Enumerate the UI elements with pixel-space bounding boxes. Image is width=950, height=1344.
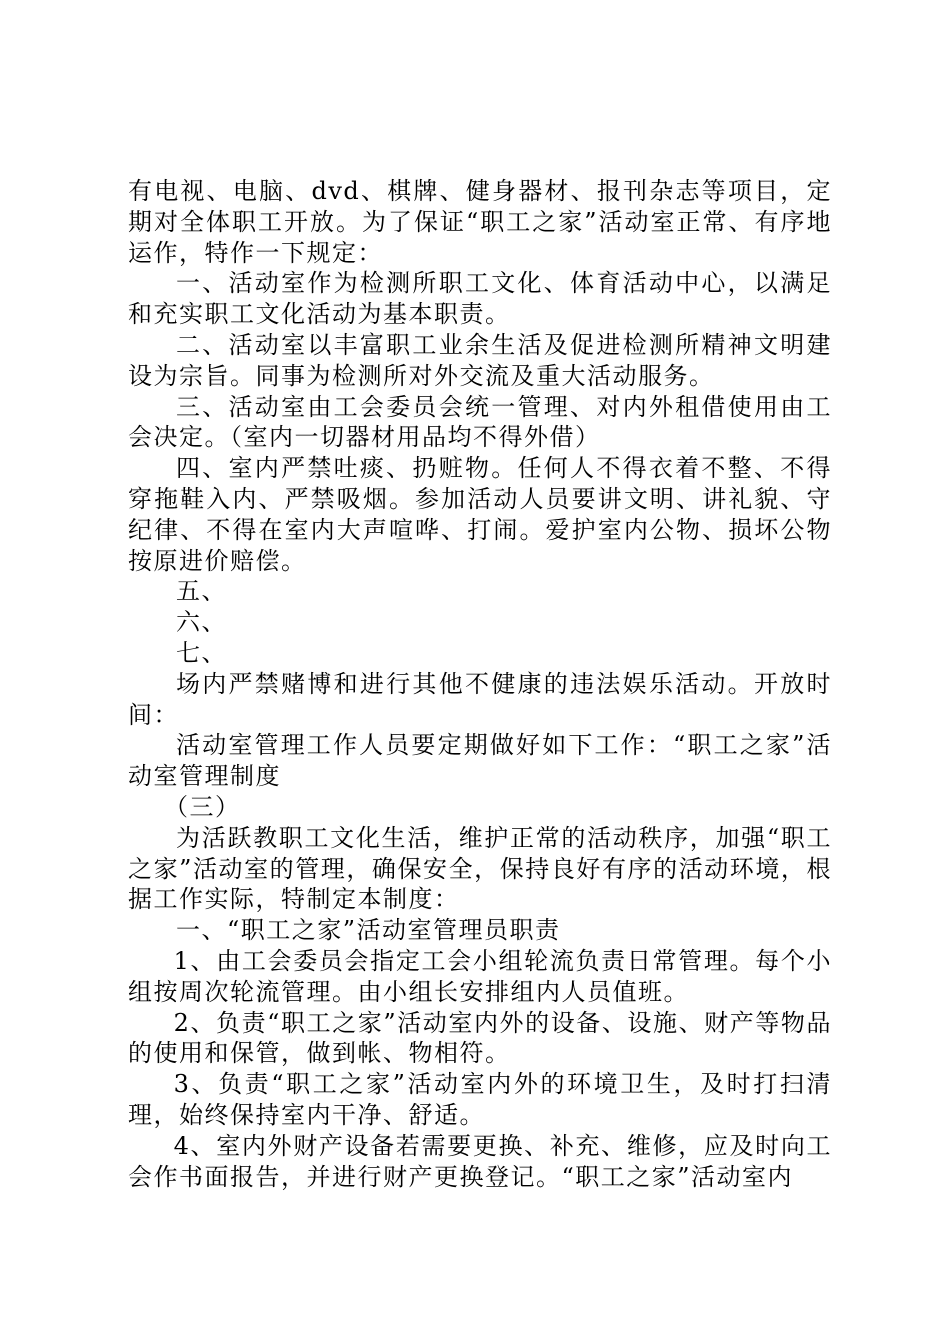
paragraph-rule-2: 二、活动室以丰富职工业余生活及促进检测所精神文明建设为宗旨。同事为检测所对外交流及重大活动服务。: [128, 330, 832, 390]
paragraph-duty-1: 1、由工会委员会指定工会小组轮流负责日常管理。每个小组按周次轮流管理。由小组长安排组内人员值班。: [128, 946, 832, 1006]
paragraph-rule-5: 五、: [176, 577, 227, 606]
paragraph-purpose: 为活跃教职工文化生活，维护正常的活动秩序，加强“职工之家”活动室的管理，确保安全，保持良好有序的活动环境，根据工作实际，特制定本制度：: [128, 823, 832, 914]
paragraph-rule-4: 四、室内严禁吐痰、扔赃物。任何人不得衣着不整、不得穿拖鞋入内、严禁吸烟。参加活动人员要讲文明、讲礼貌、守纪律、不得在室内大声喧哗、打闹。爱护室内公物、损坏公物按原进价赔偿。: [128, 454, 832, 575]
paragraph-rule-6: 六、: [176, 608, 227, 637]
section-heading-manager-duties: 一、“职工之家”活动室管理员职责: [176, 916, 561, 945]
paragraph-staff-duties: 活动室管理工作人员要定期做好如下工作：“职工之家”活动室管理制度: [128, 731, 832, 791]
paragraph-duty-2: 2、负责“职工之家”活动室内外的设备、设施、财产等物品的使用和保管，做到帐、物相符。: [128, 1008, 832, 1068]
paragraph-duty-3: 3、负责“职工之家”活动室内外的环境卫生，及时打扫清理，始终保持室内干净、舒适。: [128, 1070, 832, 1129]
paragraph-rule-3: 三、活动室由工会委员会统一管理、对内外租借使用由工会决定。（室内一切器材用品均不得外借）: [128, 392, 832, 452]
paragraph-gambling-hours: 场内严禁赌博和进行其他不健康的违法娱乐活动。开放时间：: [128, 669, 832, 729]
paragraph-duty-4: 4、室内外财产设备若需要更换、补充、维修，应及时向工会作书面报告，并进行财产更换登记。“职工之家”活动室内: [128, 1131, 832, 1191]
paragraph-intro: 有电视、电脑、dvd、棋牌、健身器材、报刊杂志等项目，定期对全体职工开放。为了保证“职工之家”活动室正常、有序地运作，特作一下规定：: [128, 177, 832, 267]
section-heading-three: （三）: [164, 792, 241, 821]
document-page: [128, 176, 832, 1192]
paragraph-rule-1: 一、活动室作为检测所职工文化、体育活动中心，以满足和充实职工文化活动为基本职责。: [128, 269, 832, 329]
paragraph-rule-7: 七、: [176, 638, 227, 667]
